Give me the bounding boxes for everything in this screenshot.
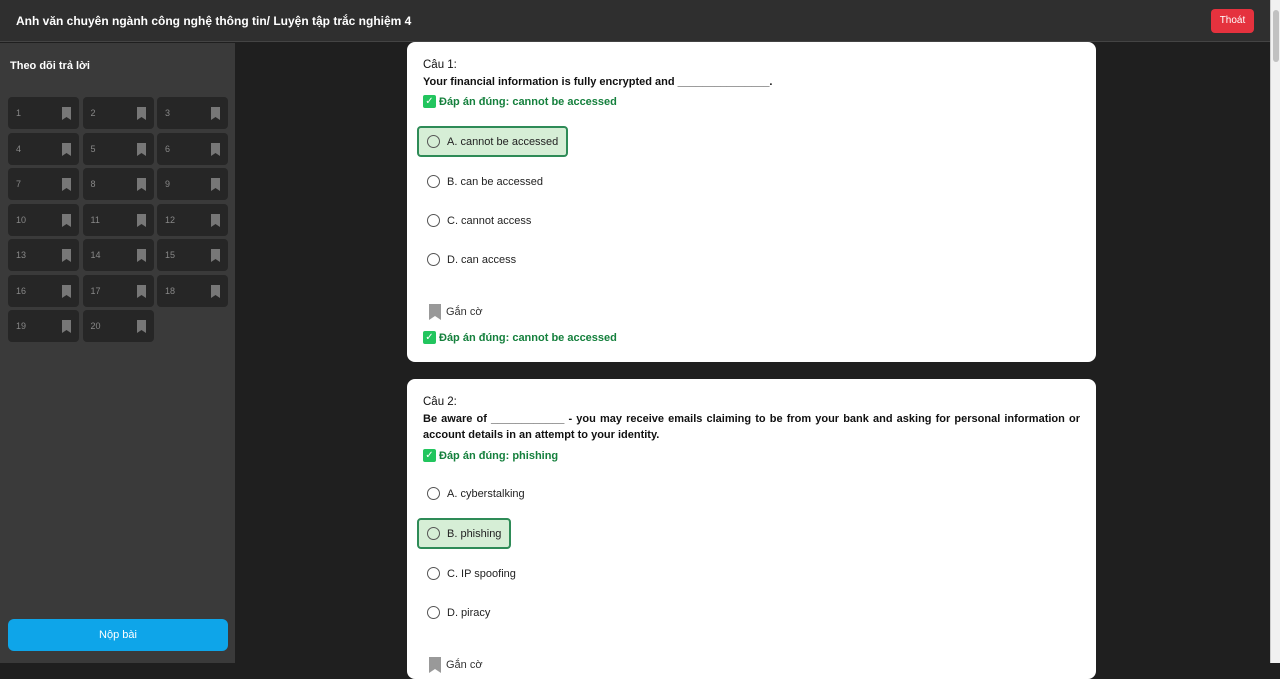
question-nav-cell[interactable]	[157, 97, 228, 129]
bookmark-icon[interactable]	[137, 178, 146, 191]
option-label: A. cyberstalking	[447, 487, 525, 500]
question-nav-cell[interactable]	[8, 168, 79, 200]
check-icon: ✓	[423, 95, 436, 108]
correct-answer-text: Đáp án đúng: phishing	[439, 449, 559, 462]
question-nav-number: 8	[90, 179, 96, 189]
option-label: D. piracy	[447, 606, 491, 619]
question-nav-cell[interactable]	[8, 275, 79, 307]
radio-icon[interactable]	[427, 175, 440, 188]
correct-answer	[423, 449, 558, 462]
question-card	[407, 379, 1096, 679]
bookmark-icon[interactable]	[211, 178, 220, 191]
check-icon: ✓	[423, 449, 436, 462]
question-nav-number: 5	[90, 143, 96, 154]
question-nav-cell[interactable]	[8, 239, 79, 271]
question-nav-number: 3	[165, 108, 171, 118]
question-nav-cell[interactable]	[157, 275, 228, 307]
bookmark-icon[interactable]	[137, 107, 146, 120]
bookmark-icon	[429, 657, 441, 673]
flag-button[interactable]	[429, 657, 483, 673]
question-nav-number: 13	[16, 250, 27, 260]
question-nav-number: 20	[90, 321, 101, 331]
option-d[interactable]	[417, 597, 500, 628]
question-card	[407, 42, 1096, 362]
bookmark-icon[interactable]	[211, 107, 220, 120]
check-icon: ✓	[423, 331, 436, 344]
option-label: D. can access	[447, 253, 517, 266]
radio-icon[interactable]	[427, 214, 440, 227]
question-nav-cell[interactable]	[83, 310, 154, 342]
question-nav-cell[interactable]	[8, 97, 79, 129]
question-nav-number: 12	[165, 214, 176, 225]
question-nav-number: 9	[165, 179, 171, 189]
question-nav-number: 1	[16, 108, 22, 118]
question-nav-cell[interactable]	[157, 239, 228, 271]
bookmark-icon[interactable]	[137, 320, 146, 333]
question-nav-number: 11	[90, 214, 100, 225]
bookmark-icon[interactable]	[62, 178, 71, 191]
scrollbar-thumb[interactable]	[1273, 10, 1279, 62]
question-nav-cell[interactable]	[83, 97, 154, 129]
question-nav-number: 2	[90, 108, 96, 118]
correct-answer-text: Đáp án đúng: cannot be accessed	[439, 95, 617, 108]
question-nav-cell[interactable]	[157, 168, 228, 200]
answer-tracker-sidebar	[0, 43, 235, 663]
question-nav-cell[interactable]	[83, 133, 154, 165]
option-a[interactable]	[417, 478, 535, 509]
option-label: C. IP spoofing	[447, 567, 516, 580]
bookmark-icon[interactable]	[62, 143, 71, 156]
question-nav-cell[interactable]	[157, 133, 228, 165]
question-nav-number: 14	[90, 250, 101, 260]
radio-icon[interactable]	[427, 606, 440, 619]
question-nav-cell[interactable]	[157, 204, 228, 236]
option-d[interactable]	[417, 244, 526, 275]
option-b[interactable]	[417, 166, 553, 197]
question-nav-cell[interactable]	[83, 204, 154, 236]
question-grid	[8, 97, 228, 342]
bookmark-icon[interactable]	[62, 320, 71, 333]
radio-icon[interactable]	[427, 527, 440, 540]
correct-answer-text: Đáp án đúng: cannot be accessed	[439, 331, 617, 344]
option-a[interactable]	[417, 126, 568, 157]
top-bar	[0, 0, 1270, 42]
page-title: Anh văn chuyên ngành công nghệ thông tin/ Luyện tập trắc nghiệm 4	[16, 13, 412, 28]
page-scrollbar[interactable]	[1270, 0, 1280, 663]
flag-label: Gắn cờ	[446, 306, 483, 318]
bookmark-icon[interactable]	[211, 214, 220, 227]
question-nav-number: 16	[16, 285, 27, 296]
question-nav-number: 10	[16, 214, 27, 225]
option-label: B. phishing	[447, 527, 502, 540]
question-text: Your financial information is fully encrypted and _______________.	[423, 76, 773, 88]
option-c[interactable]	[417, 205, 541, 236]
question-nav-cell[interactable]	[83, 239, 154, 271]
bookmark-icon[interactable]	[137, 249, 146, 262]
correct-answer-bottom	[423, 331, 617, 344]
option-label: B. can be accessed	[447, 175, 544, 188]
bookmark-icon[interactable]	[137, 214, 146, 227]
question-nav-number: 18	[165, 285, 176, 296]
bookmark-icon[interactable]	[137, 285, 146, 298]
question-nav-number: 17	[90, 285, 101, 296]
bookmark-icon[interactable]	[211, 143, 220, 156]
question-nav-number: 15	[165, 250, 176, 260]
question-number: Câu 1:	[423, 59, 457, 71]
bookmark-icon[interactable]	[62, 107, 71, 120]
option-label: A. cannot be accessed	[447, 135, 559, 148]
question-text: Be aware of ____________ - you may receive emails claiming to be from your bank and asking for personal information or account details in an attempt to your identity.	[423, 413, 1080, 441]
bookmark-icon[interactable]	[62, 249, 71, 262]
option-c[interactable]	[417, 558, 526, 589]
question-nav-number: 7	[16, 179, 22, 189]
option-b[interactable]	[417, 518, 511, 549]
bookmark-icon[interactable]	[62, 214, 71, 227]
question-number: Câu 2:	[423, 396, 457, 408]
question-list	[235, 42, 1270, 671]
question-nav-number: 19	[16, 321, 27, 331]
correct-answer	[423, 95, 617, 108]
question-nav-number: 6	[165, 143, 171, 154]
radio-icon[interactable]	[427, 567, 440, 580]
question-nav-cell[interactable]	[8, 133, 79, 165]
question-nav-cell[interactable]	[83, 168, 154, 200]
question-nav-cell[interactable]	[8, 204, 79, 236]
bookmark-icon[interactable]	[137, 143, 146, 156]
bookmark-icon	[429, 304, 441, 320]
question-nav-cell[interactable]	[8, 310, 79, 342]
question-nav-cell[interactable]	[83, 275, 154, 307]
exit-button[interactable]: Thoát	[1211, 9, 1254, 33]
submit-button[interactable]: Nộp bài	[8, 619, 228, 651]
radio-icon[interactable]	[427, 135, 440, 148]
bookmark-icon[interactable]	[62, 285, 71, 298]
bookmark-icon[interactable]	[211, 285, 220, 298]
option-label: C. cannot access	[447, 214, 532, 227]
flag-button[interactable]	[429, 304, 483, 320]
sidebar-title: Theo dõi trả lời	[10, 60, 90, 72]
radio-icon[interactable]	[427, 487, 440, 500]
flag-label: Gắn cờ	[446, 659, 483, 671]
bookmark-icon[interactable]	[211, 249, 220, 262]
question-nav-number: 4	[16, 143, 22, 154]
radio-icon[interactable]	[427, 253, 440, 266]
